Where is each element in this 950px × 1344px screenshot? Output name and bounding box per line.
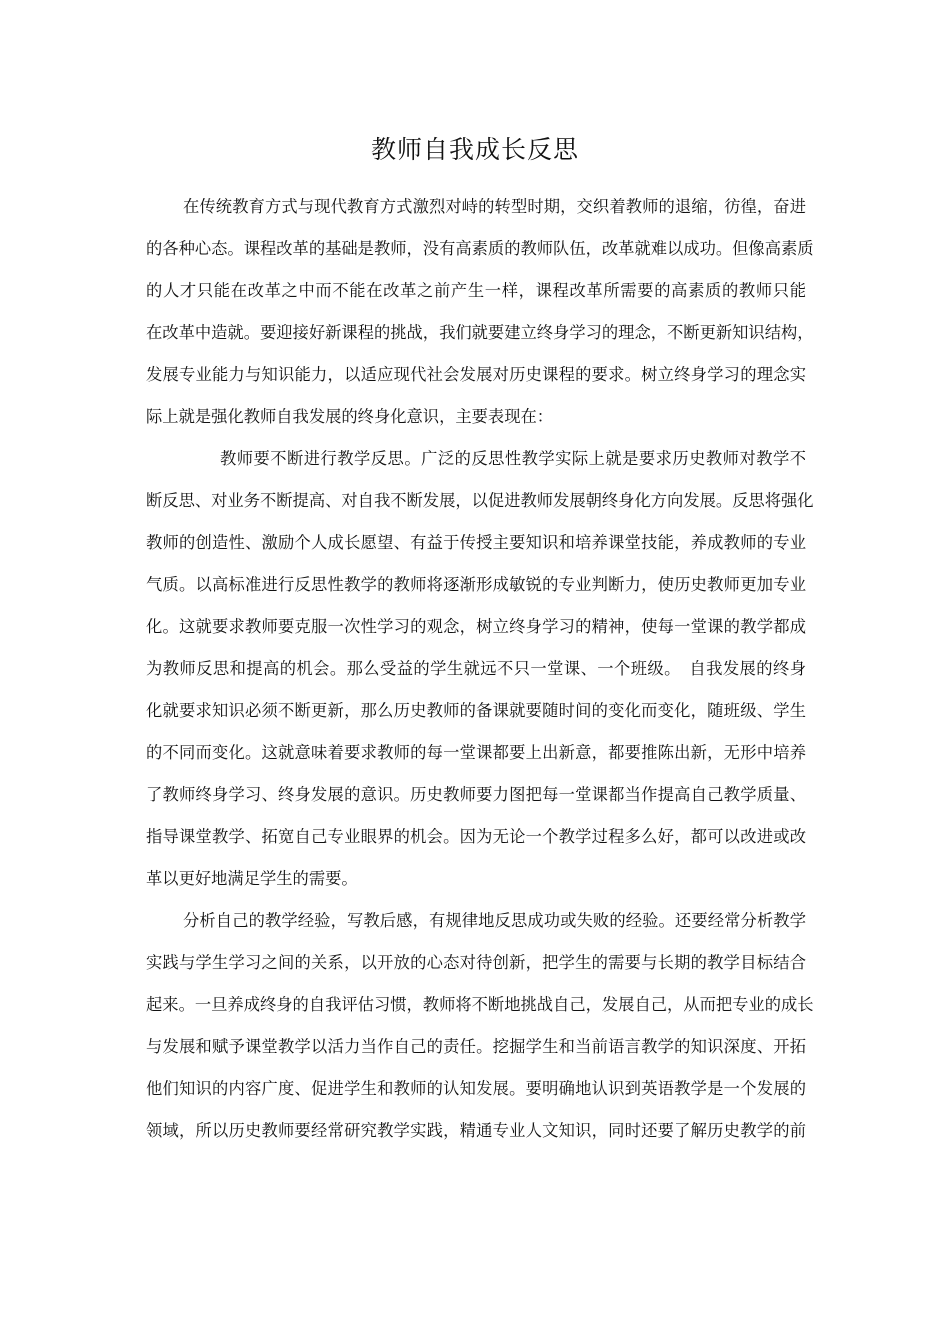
text-line: 起来。一旦养成终身的自我评估习惯，教师将不断地挑战自己，发展自己，从而把专业的成长: [146, 995, 814, 1014]
document-title: 教师自我成长反思: [370, 135, 579, 164]
text-line: 了教师终身学习、终身发展的意识。历史教师要力图把每一堂课都当作提高自己教学质量、: [146, 785, 806, 804]
text-line: 际上就是强化教师自我发展的终身化意识，主要表现在：: [146, 407, 554, 426]
text-line: 革以更好地满足学生的需要。: [146, 869, 358, 888]
text-line: 教师的创造性、激励个人成长愿望、有益于传授主要知识和培养课堂技能，养成教师的专业: [146, 533, 806, 552]
text-line: 在改革中造就。要迎接好新课程的挑战，我们就要建立终身学习的理念，不断更新知识结构，: [146, 323, 814, 342]
text-line: 他们知识的内容广度、促进学生和教师的认知发展。要明确地认识到英语教学是一个发展的: [146, 1079, 806, 1098]
text-line: 领域，所以历史教师要经常研究教学实践，精通专业人文知识，同时还要了解历史教学的前: [146, 1121, 806, 1140]
text-line: 气质。以高标准进行反思性教学的教师将逐渐形成敏锐的专业判断力，使历史教师更加专业: [146, 575, 806, 594]
text-line: 在传统教育方式与现代教育方式激烈对峙的转型时期，交织着教师的退缩，彷徨，奋进: [183, 197, 806, 216]
text-line: 断反思、对业务不断提高、对自我不断发展，以促进教师发展朝终身化方向发展。反思将强化: [146, 491, 814, 510]
text-line: 发展专业能力与知识能力，以适应现代社会发展对历史课程的要求。树立终身学习的理念实: [146, 365, 806, 384]
text-line: 化就要求知识必须不断更新，那么历史教师的备课就要随时间的变化而变化，随班级、学生: [146, 701, 806, 720]
text-line: 教师要不断进行教学反思。广泛的反思性教学实际上就是要求历史教师对教学不: [220, 449, 806, 468]
text-line: 与发展和赋予课堂教学以活力当作自己的责任。挖掘学生和当前语言教学的知识深度、开拓: [146, 1037, 806, 1056]
text-line: 的不同而变化。这就意味着要求教师的每一堂课都要上出新意，都要推陈出新，无形中培养: [146, 743, 806, 762]
text-line: 实践与学生学习之间的关系，以开放的心态对待创新，把学生的需要与长期的教学目标结合: [146, 953, 806, 972]
text-line: 的人才只能在改革之中而不能在改革之前产生一样，课程改革所需要的高素质的教师只能: [146, 281, 806, 300]
text-line: 化。这就要求教师要克服一次性学习的观念，树立终身学习的精神，使每一堂课的教学都成: [146, 617, 806, 636]
document-body: [146, 186, 814, 1152]
text-line: 为教师反思和提高的机会。那么受益的学生就远不只一堂课、一个班级。 自我发展的终身: [146, 659, 806, 678]
text-line: 指导课堂教学、拓宽自己专业眼界的机会。因为无论一个教学过程多么好，都可以改进或改: [146, 827, 806, 846]
text-line: 分析自己的教学经验，写教后感，有规律地反思成功或失败的经验。还要经常分析教学: [183, 911, 806, 930]
text-line: 的各种心态。课程改革的基础是教师，没有高素质的教师队伍，改革就难以成功。但像高素质: [146, 239, 814, 258]
